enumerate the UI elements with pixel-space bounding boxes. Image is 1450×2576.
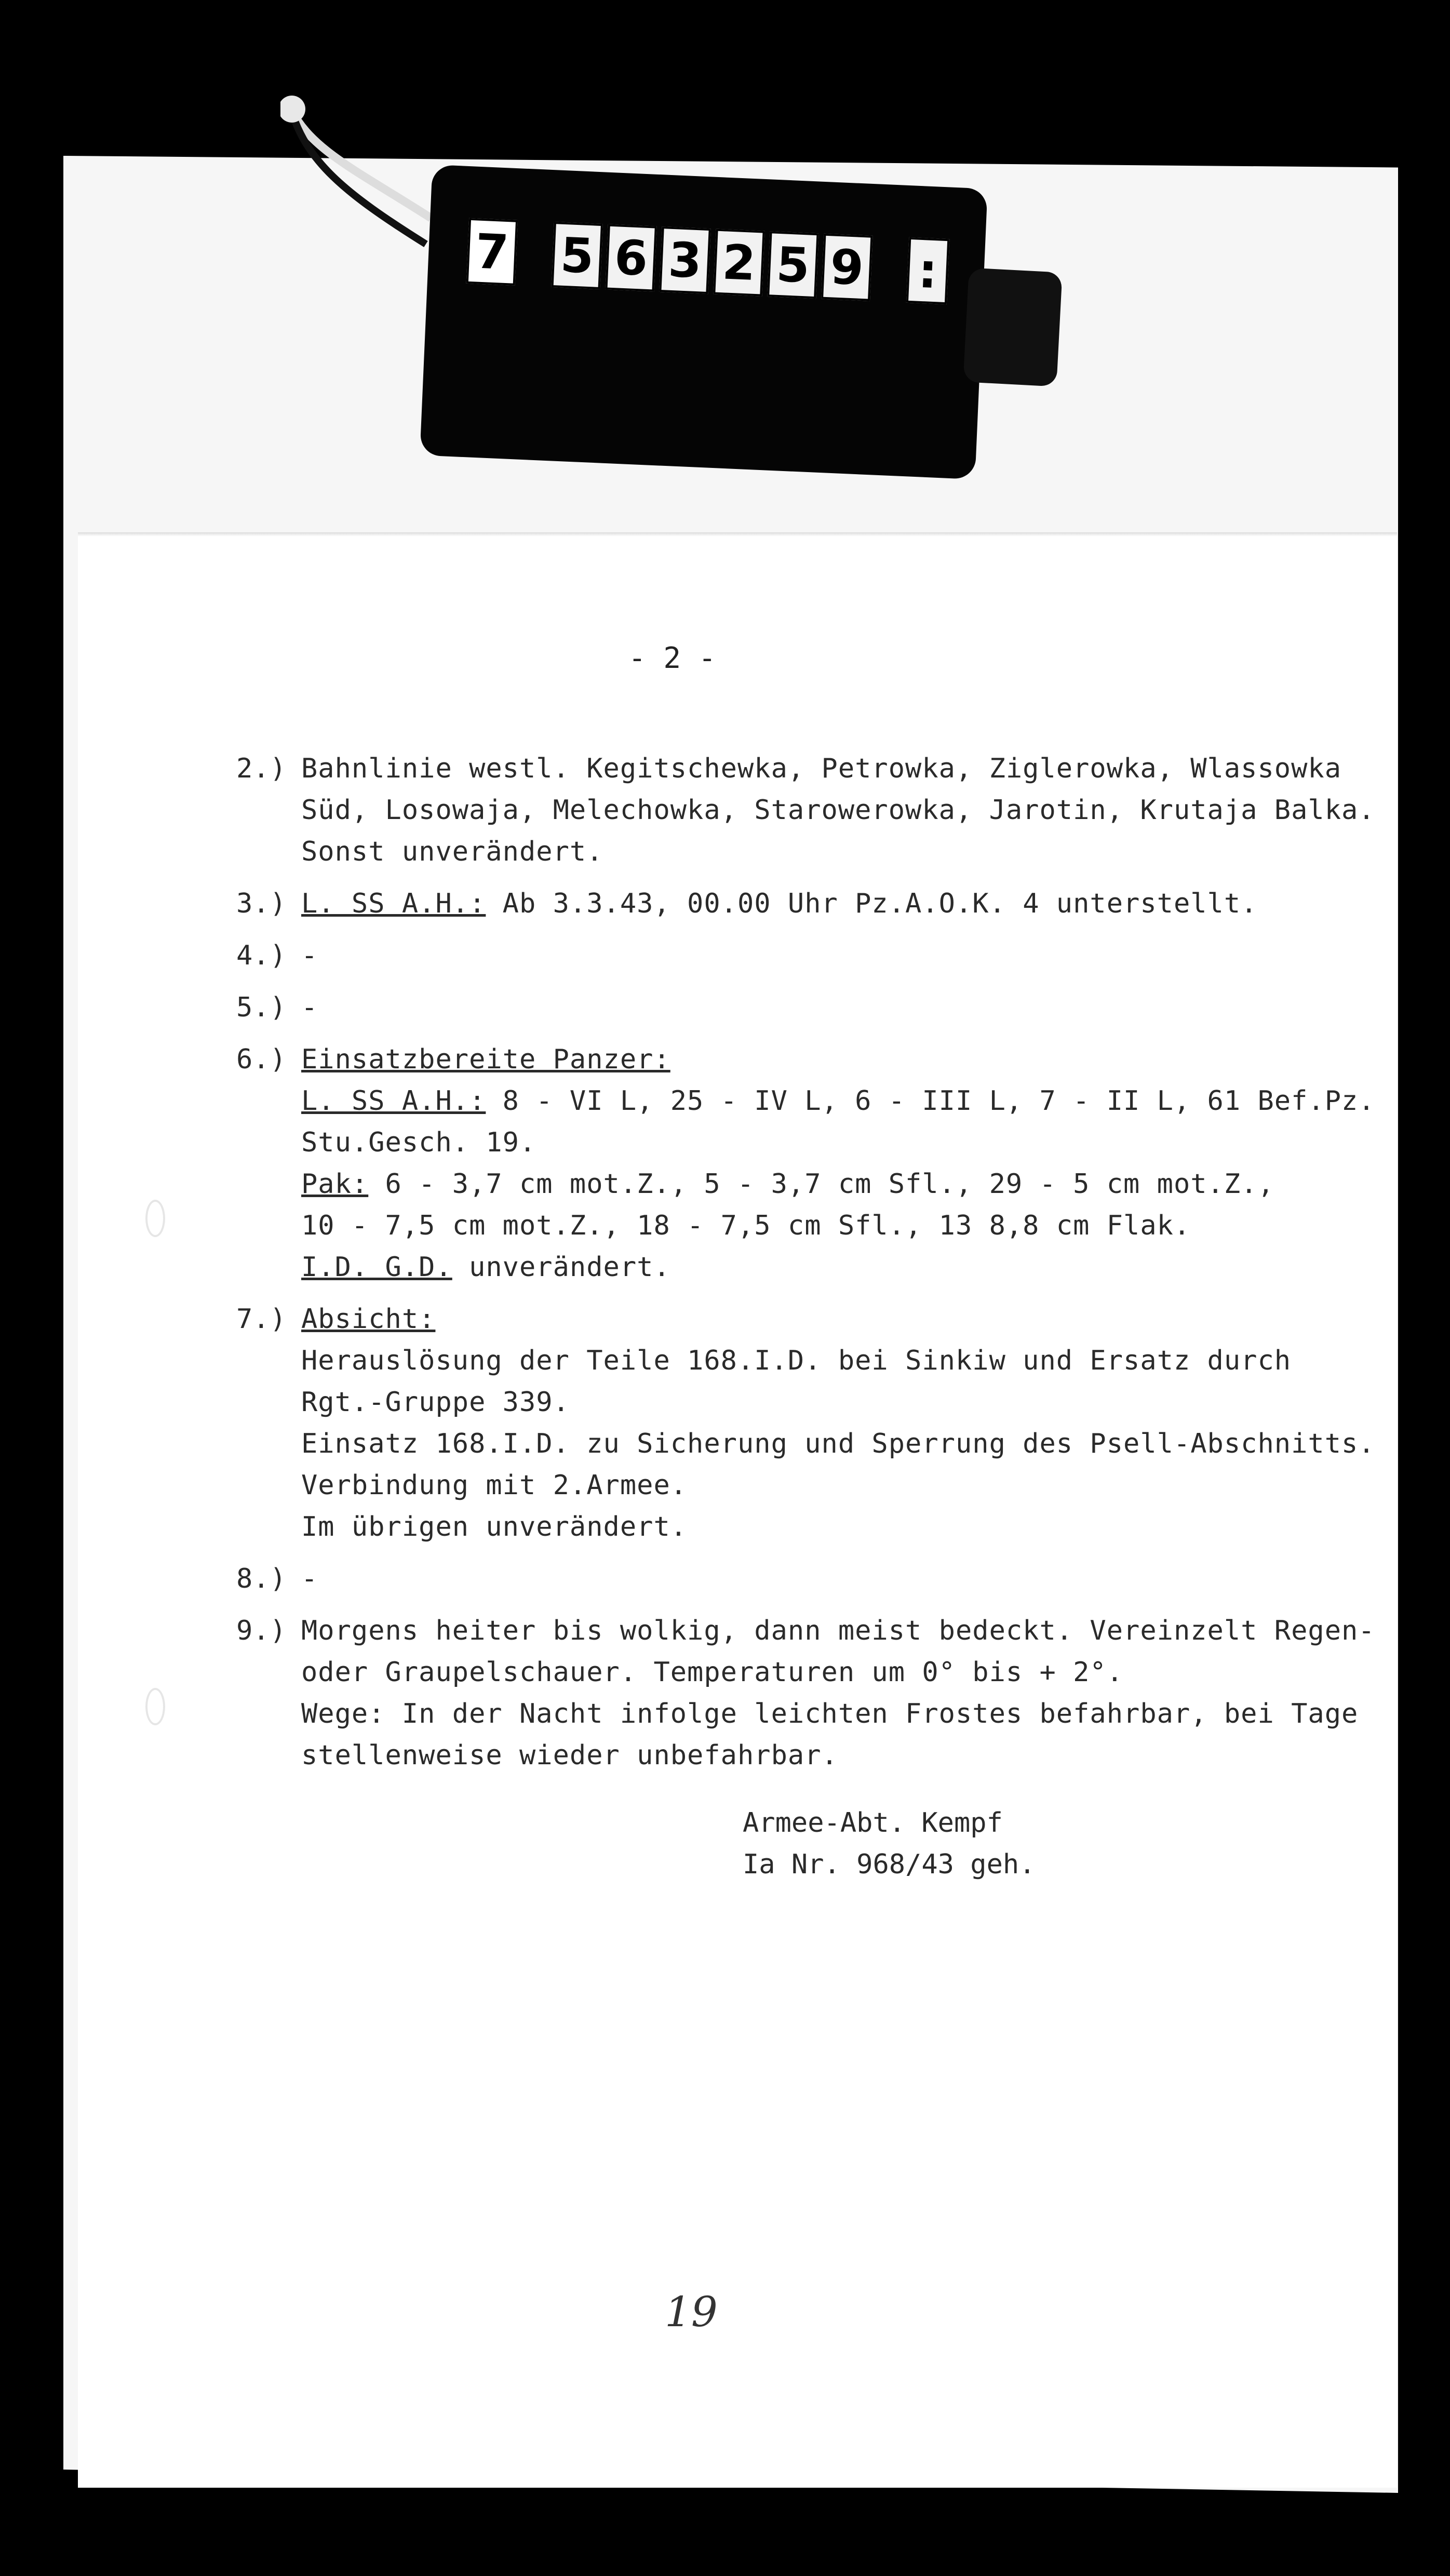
counter-digit: : xyxy=(906,237,949,304)
text-line: 10 - 7,5 cm mot.Z., 18 - 7,5 cm Sfl., 13 8,8 cm Flak. xyxy=(301,1210,1191,1241)
list-item xyxy=(236,748,1375,873)
list-item xyxy=(236,1298,1375,1548)
page-number: - 2 - xyxy=(628,641,716,675)
item-number: 2.) xyxy=(236,753,287,784)
text-line: Süd, Losowaja, Melechowka, Starowerowka, Jarotin, Krutaja Balka. xyxy=(301,795,1375,826)
item-number: 6.) xyxy=(236,1044,287,1075)
text-line xyxy=(301,883,1353,924)
counter-digit: 6 xyxy=(605,224,656,292)
punch-hole xyxy=(145,1200,165,1237)
list-item xyxy=(236,1039,1375,1288)
list-item xyxy=(236,1558,1353,1600)
item-text: - xyxy=(301,1563,318,1594)
item-text: 8 - VI L, 25 - IV L, 6 - III L, 7 - II L, 61 Bef.Pz. xyxy=(486,1085,1375,1117)
item-text: unverändert. xyxy=(452,1252,670,1283)
list-item xyxy=(236,883,1353,924)
counter-digit: 2 xyxy=(713,229,764,297)
unit-label: I.D. G.D. xyxy=(301,1252,452,1283)
item-text: Ab 3.3.43, 00.00 Uhr Pz.A.O.K. 4 unterstellt. xyxy=(486,888,1258,919)
item-number: 4.) xyxy=(236,940,287,971)
text-line xyxy=(301,1246,1353,1288)
section-heading: Absicht: xyxy=(301,1304,436,1335)
section-heading: Einsatzbereite Panzer: xyxy=(301,1044,670,1075)
item-text: - xyxy=(301,992,318,1023)
unit-label: Pak: xyxy=(301,1169,369,1200)
text-line: Einsatz 168.I.D. zu Sicherung und Sperrung des Psell-Abschnitts. xyxy=(301,1428,1375,1459)
unit-label: L. SS A.H.: xyxy=(301,888,486,919)
handwritten-folio-number: 19 xyxy=(665,2288,718,2336)
item-number: 3.) xyxy=(236,888,287,919)
paper-fold xyxy=(78,532,1397,536)
counter-digit: 5 xyxy=(552,222,603,289)
text-line: Bahnlinie westl. Kegitschewka, Petrowka, Ziglerowka, Wlassowka xyxy=(301,753,1342,784)
unit-label: L. SS A.H.: xyxy=(301,1085,486,1117)
punch-hole xyxy=(145,1688,165,1725)
text-line: stellenweise wieder unbefahrbar. xyxy=(301,1740,838,1771)
counter-digit: 3 xyxy=(659,226,710,294)
sender-line: Armee-Abt. Kempf xyxy=(743,1807,1003,1839)
text-line: Rgt.-Gruppe 339. xyxy=(301,1387,570,1418)
text-line: Herauslösung der Teile 168.I.D. bei Sinkiw und Ersatz durch xyxy=(301,1345,1292,1376)
text-line: oder Graupelschauer. Temperaturen um 0° bis + 2°. xyxy=(301,1657,1124,1688)
signature-block xyxy=(743,1802,1036,1885)
item-text: 6 - 3,7 cm mot.Z., 5 - 3,7 cm Sfl., 29 - 5 cm mot.Z., xyxy=(368,1169,1274,1200)
text-line: Morgens heiter bis wolkig, dann meist bedeckt. Vereinzelt Regen- xyxy=(301,1615,1375,1646)
text-line: Wege: In der Nacht infolge leichten Frostes befahrbar, bei Tage xyxy=(301,1698,1359,1729)
list-item xyxy=(236,987,1353,1028)
item-number: 7.) xyxy=(236,1304,287,1335)
item-number: 8.) xyxy=(236,1563,287,1594)
list-item xyxy=(236,935,1353,976)
frame-counter-device xyxy=(420,165,987,479)
item-text: - xyxy=(301,940,318,971)
document-body xyxy=(236,748,1375,1787)
item-number: 5.) xyxy=(236,992,287,1023)
counter-digit: 7 xyxy=(466,218,518,286)
text-line: Sonst unverändert. xyxy=(301,836,603,867)
list-item xyxy=(236,1610,1375,1776)
text-line: Im übrigen unverändert. xyxy=(301,1511,688,1542)
text-line: Stu.Gesch. 19. xyxy=(301,1127,536,1158)
item-number: 9.) xyxy=(236,1615,287,1646)
text-line xyxy=(301,1080,1375,1122)
text-line: Verbindung mit 2.Armee. xyxy=(301,1470,688,1501)
text-line xyxy=(301,1163,1353,1205)
counter-knob xyxy=(963,267,1062,386)
counter-digit: 9 xyxy=(821,234,872,301)
counter-digit: 5 xyxy=(767,231,818,299)
reference-line: Ia Nr. 968/43 geh. xyxy=(743,1849,1036,1880)
